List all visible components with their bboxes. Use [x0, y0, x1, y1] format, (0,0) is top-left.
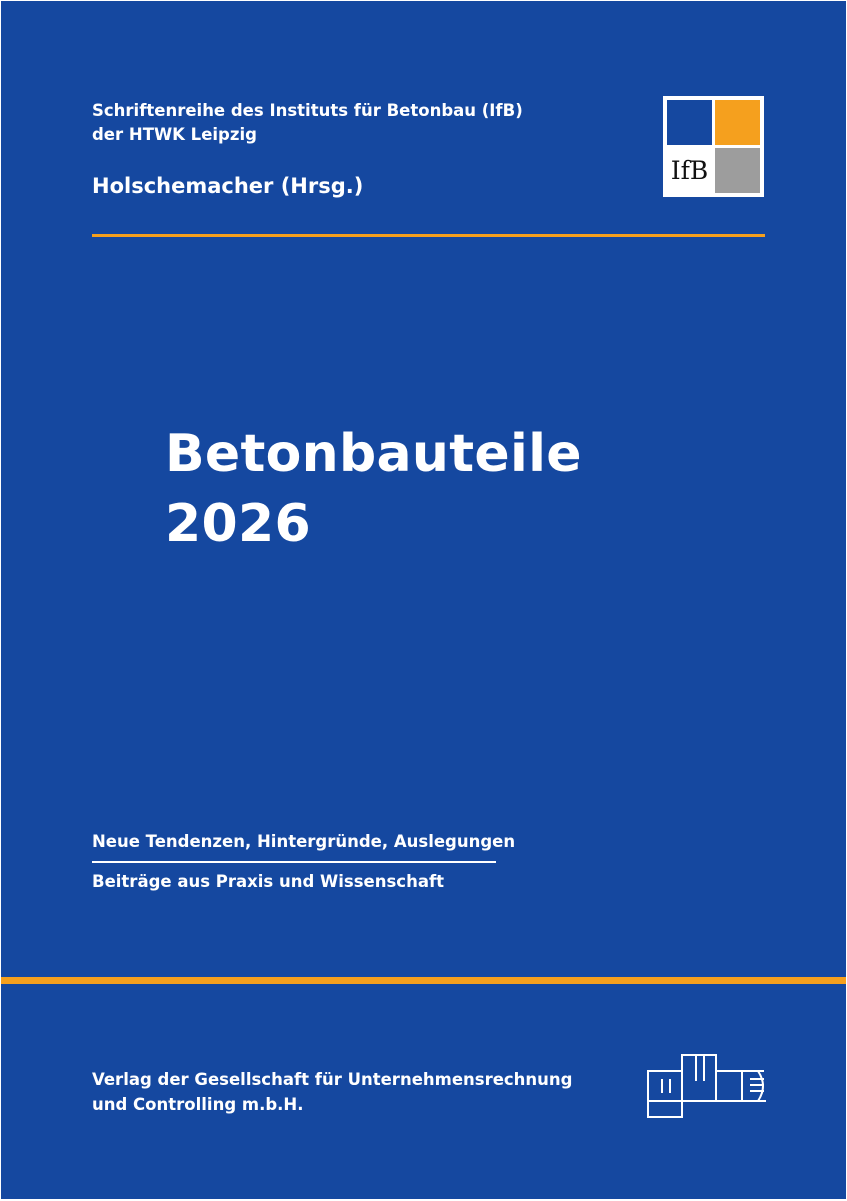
editor-name: Holschemacher (Hrsg.)	[92, 174, 364, 198]
series-line-2: der HTWK Leipzig	[92, 125, 257, 144]
ifb-logo-icon	[663, 96, 764, 197]
subtitle-line-2: Beiträge aus Praxis und Wissenschaft	[92, 872, 445, 891]
logo-text: IfB	[670, 156, 709, 185]
top-divider	[92, 234, 765, 237]
publisher-line-1: Verlag der Gesellschaft für Unternehmensrechnung	[92, 1070, 573, 1089]
series-line-1: Schriftenreihe des Instituts für Betonbau (IfB)	[92, 101, 523, 120]
publisher-name	[92, 1067, 572, 1117]
guc-logo-icon	[646, 1053, 768, 1119]
series-title	[92, 99, 523, 147]
logo-square-orange	[715, 100, 760, 145]
logo-square-grey	[715, 148, 760, 193]
bottom-divider	[1, 977, 846, 984]
title-line-1: Betonbauteile	[165, 424, 582, 484]
subtitle-line-1: Neue Tendenzen, Hintergründe, Auslegungen	[92, 832, 516, 851]
book-cover	[1, 1, 846, 1199]
publisher-line-2: und Controlling m.b.H.	[92, 1095, 304, 1114]
subtitle-divider	[92, 861, 496, 863]
title-line-2: 2026	[165, 494, 311, 554]
logo-square-blue	[667, 100, 712, 145]
book-title	[165, 419, 582, 559]
